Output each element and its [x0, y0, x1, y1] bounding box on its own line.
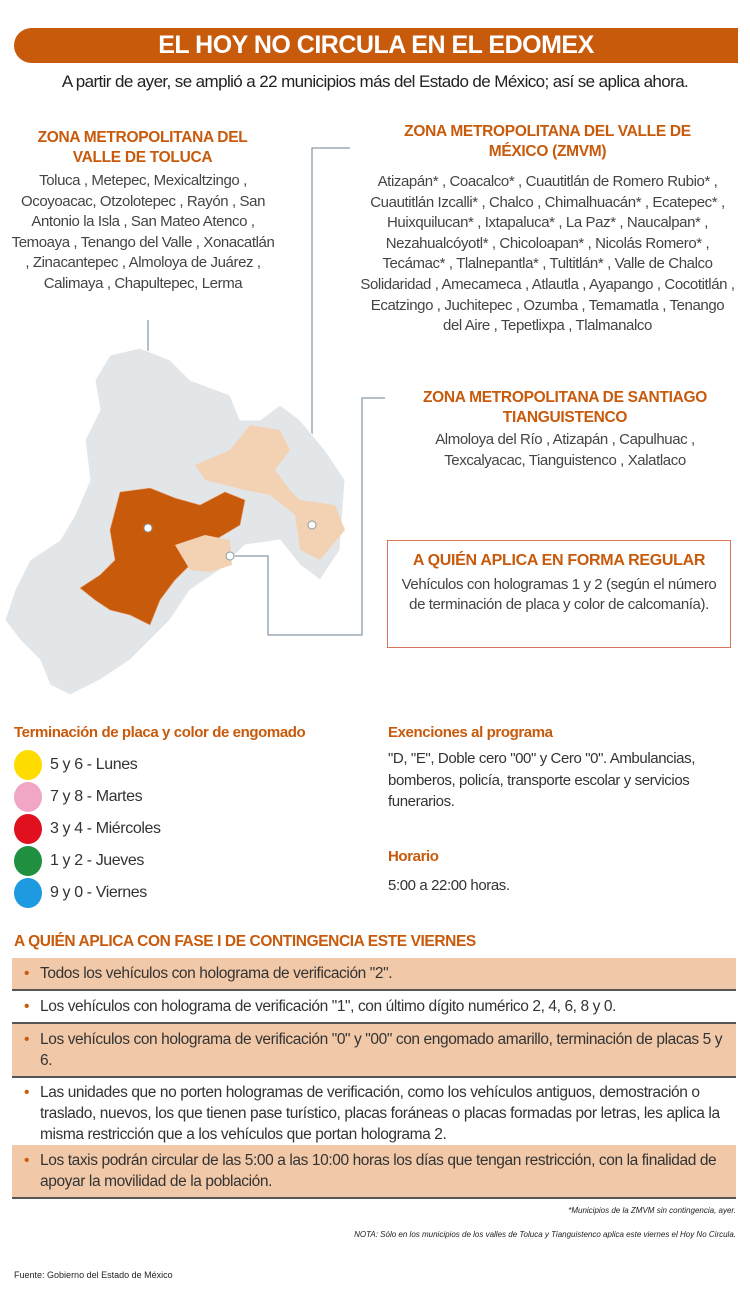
legend-label: 7 y 8 - Martes	[50, 788, 143, 805]
santiago-marker	[226, 552, 234, 560]
santiago-zone-list: Almoloya del Río , Atizapán , Capulhuac , Texcalyacac, Tianguistenco , Xalatlaco	[435, 431, 695, 469]
source-label: Fuente:	[14, 1270, 45, 1280]
exenciones-text: "D, "E", Doble cero "00" y Cero "0". Ambulancias, bomberos, policía, transporte escolar y servicios funerarios.	[388, 750, 695, 810]
horario-heading: Horario	[388, 848, 439, 865]
regular-heading: A QUIÉN APLICA EN FORMA REGULAR	[412, 552, 706, 569]
regular-text: Vehículos con hologramas 1 y 2 (según el número de terminación de placa y color de calcomanía).	[401, 576, 717, 613]
zmvm-zone-heading: ZONA METROPOLITANA DEL VALLE DE MÉXICO (ZMVM)	[404, 123, 691, 160]
toluca-zone-list: Toluca , Metepec, Mexicaltzingo , Ocoyoacac, Otzolotepec , Rayón , San Antonio la Isla , San Mateo Atenco , Temoaya , Tenango del Valle , Xonacatlán , Zinacantepec , Almoloya de Juárez , Calimaya , Chapultepec, Lerma	[11, 172, 275, 292]
horario-text: 5:00 a 22:00 horas.	[388, 877, 510, 894]
legend-label: 3 y 4 - Miércoles	[50, 820, 161, 837]
legend-item	[14, 749, 354, 781]
contingencia-item: • Los vehículos con holograma de verificación "0" y "00" con engomado amarillo, terminación de placas 5 y 6.	[12, 1024, 736, 1078]
toluca-zone-heading: ZONA METROPOLITANA DEL VALLE DE TOLUCA	[37, 129, 248, 166]
zmvm-zone-list: Atizapán* , Coacalco* , Cuautitlán de Romero Rubio* , Cuautitlán Izcalli* , Chalco , Chimalhuacán* , Ecatepec* , Huixquilucan* , Ixtapaluca* , La Paz* , Naucalpan* , Nezahualcóyotl* , Chicoloapan* , Nicolás Romero* , Tecámac* , Tlalnepantla* , Tultitlán* , Valle de Chalco Solidaridad , Amecameca , Atlautla , Ayapango , Cocotitlán , Ecatzingo , Juchitepec , Ozumba , Temamatla , Tenango del Aire , Tepetlixpa , Tlalmanalco	[360, 173, 735, 335]
regular-application-box	[387, 540, 731, 648]
legend-item	[14, 845, 354, 877]
color-dot-icon	[14, 750, 42, 780]
color-dot-icon	[14, 878, 42, 908]
contingencia-heading: A QUIÉN APLICA CON FASE I DE CONTINGENCIA ESTE VIERNES	[14, 933, 476, 950]
exenciones-heading: Exenciones al programa	[388, 724, 553, 741]
santiago-zone-heading: ZONA METROPOLITANA DE SANTIAGO TIANGUISTENCO	[422, 389, 708, 426]
toluca-marker	[144, 524, 152, 532]
legend-label: 9 y 0 - Viernes	[50, 884, 147, 901]
color-dot-icon	[14, 846, 42, 876]
legend-label: 1 y 2 - Jueves	[50, 852, 145, 869]
contingencia-item: • Los vehículos con holograma de verificación "1", con último dígito numérico 2, 4, 6, 8 y 0.	[12, 991, 736, 1024]
nota-note: NOTA: Sólo en los municipios de los valles de Toluca y Tianguistenco aplica este viernes el Hoy No Circula.	[354, 1230, 736, 1239]
contingencia-item: • Los taxis podrán circular de las 5:00 a las 10:00 horas los días que tengan restricción, con la finalidad de apoyar la movilidad de la población.	[12, 1145, 736, 1199]
contingencia-item: • Las unidades que no porten hologramas de verificación, como los vehículos antiguos, demostración o traslado, nuevos, los que tienen pase turístico, placas foráneas o placas formadas por letras, les aplica la misma restricción que a los vehículos que portan holograma 2.	[12, 1077, 736, 1152]
legend-item	[14, 781, 354, 813]
contingencia-item: • Todos los vehículos con holograma de verificación "2".	[12, 958, 736, 991]
subtitle: A partir de ayer, se amplió a 22 municipios más del Estado de México; así se aplica ahora.	[61, 72, 689, 91]
legend-heading: Terminación de placa y color de engomado	[14, 724, 306, 741]
color-dot-icon	[14, 814, 42, 844]
source-line	[14, 1270, 173, 1280]
zmvm-marker	[308, 521, 316, 529]
legend-item	[14, 813, 354, 845]
source-value: Gobierno del Estado de México	[47, 1270, 173, 1280]
title-banner: EL HOY NO CIRCULA EN EL EDOMEX	[14, 28, 738, 63]
legend-label: 5 y 6 - Lunes	[50, 756, 138, 773]
legend-item	[14, 877, 354, 909]
color-dot-icon	[14, 782, 42, 812]
asterisk-note: *Municipios de la ZMVM sin contingencia, ayer.	[568, 1206, 736, 1215]
